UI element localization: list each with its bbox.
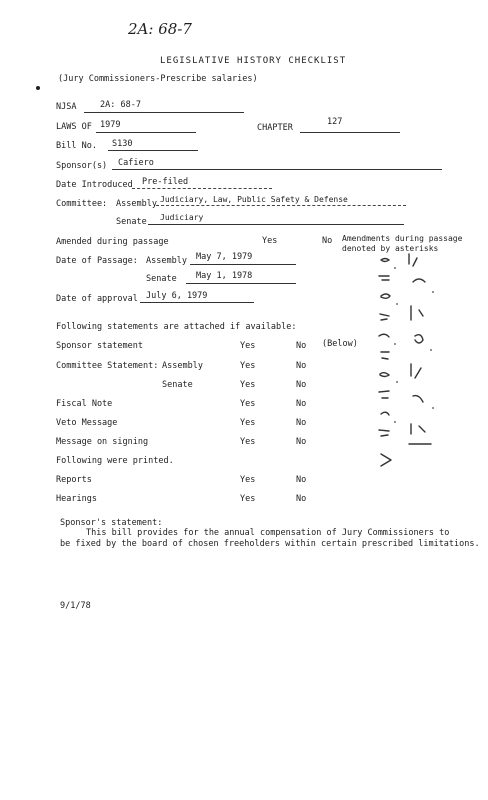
amended-no: No xyxy=(322,236,333,246)
printed-yes: Yes xyxy=(240,475,256,485)
page-title: LEGISLATIVE HISTORY CHECKLIST xyxy=(160,56,347,66)
passage-senate-value: May 1, 1978 xyxy=(196,271,253,281)
amendments-note: Amendments during passage denoted by asterisks xyxy=(342,234,463,253)
following-printed: Following were printed. xyxy=(56,456,174,466)
statement-yes: Yes xyxy=(240,399,256,409)
passage-senate-label: Senate xyxy=(146,274,177,284)
date-introduced-value: Pre-filed xyxy=(142,177,189,187)
statement-sub-label: Assembly xyxy=(162,361,203,371)
statement-no: No xyxy=(296,380,307,390)
sponsor-statement-heading: Sponsor's statement: xyxy=(60,518,163,528)
bill-no-label: Bill No. xyxy=(56,141,97,151)
committee-assembly-underline xyxy=(156,205,406,206)
njsa-label: NJSA xyxy=(56,102,77,112)
bill-no-underline xyxy=(108,150,198,151)
passage-assembly-underline xyxy=(190,264,296,265)
committee-assembly-value: Judiciary, Law, Public Safety & Defense xyxy=(160,195,348,204)
handwritten-doc-number: 2A: 68-7 xyxy=(128,20,192,38)
statement-yes: Yes xyxy=(240,361,256,371)
printed-no: No xyxy=(296,494,307,504)
sponsor-underline xyxy=(112,169,442,170)
sponsor-value: Cafiero xyxy=(118,158,154,168)
statement-yes: Yes xyxy=(240,341,256,351)
statement-no: No xyxy=(296,418,307,428)
statement-label: Message on signing xyxy=(56,437,149,447)
sponsor-label: Sponsor(s) xyxy=(56,161,108,171)
chapter-underline xyxy=(300,132,400,133)
njsa-value: 2A: 68-7 xyxy=(100,100,141,110)
approval-underline xyxy=(140,302,254,303)
statement-no: No xyxy=(296,361,307,371)
amended-yes: Yes xyxy=(262,236,278,246)
date-introduced-label: Date Introduced xyxy=(56,180,133,190)
printed-label: Hearings xyxy=(56,494,97,504)
following-attached: Following statements are attached if available: xyxy=(56,322,297,332)
statement-yes: Yes xyxy=(240,380,256,390)
approval-label: Date of approval xyxy=(56,294,138,304)
passage-label: Date of Passage: xyxy=(56,256,138,266)
sponsor-statement-line: be fixed by the board of chosen freeholders within certain prescribed limitations. xyxy=(60,539,480,549)
statement-label: Committee Statement: xyxy=(56,361,159,371)
passage-senate-underline xyxy=(186,283,296,284)
committee-senate-underline xyxy=(148,224,404,225)
laws-of-value: 1979 xyxy=(100,120,121,130)
statement-note: (Below) xyxy=(322,339,358,349)
passage-assembly-label: Assembly xyxy=(146,256,187,266)
subtitle: (Jury Commissioners-Prescribe salaries) xyxy=(58,74,258,84)
statement-no: No xyxy=(296,341,307,351)
statement-yes: Yes xyxy=(240,418,256,428)
printed-yes: Yes xyxy=(240,494,256,504)
footer-date: 9/1/78 xyxy=(60,601,91,611)
committee-senate-value: Judiciary xyxy=(160,213,204,222)
sponsor-statement-line: This bill provides for the annual compensation of Jury Commissioners to xyxy=(86,528,450,538)
statement-sub-label: Senate xyxy=(162,380,193,390)
laws-of-underline xyxy=(96,132,196,133)
statement-no: No xyxy=(296,437,307,447)
statement-label: Fiscal Note xyxy=(56,399,113,409)
printed-no: No xyxy=(296,475,307,485)
statement-yes: Yes xyxy=(240,437,256,447)
statement-no: No xyxy=(296,399,307,409)
committee-senate-label: Senate xyxy=(116,217,147,227)
passage-assembly-value: May 7, 1979 xyxy=(196,252,253,262)
date-introduced-underline xyxy=(132,188,272,189)
committee-assembly-label: Assembly xyxy=(116,199,157,209)
bill-no-value: S130 xyxy=(112,139,133,149)
chapter-label: CHAPTER xyxy=(257,123,293,133)
chapter-value: 127 xyxy=(327,117,343,127)
scan-artifact-strip xyxy=(373,240,443,480)
printed-label: Reports xyxy=(56,475,92,485)
statement-label: Sponsor statement xyxy=(56,341,143,351)
statement-label: Veto Message xyxy=(56,418,118,428)
bullet-mark xyxy=(36,86,40,90)
amended-label: Amended during passage xyxy=(56,237,169,247)
njsa-underline xyxy=(84,112,244,113)
approval-value: July 6, 1979 xyxy=(146,291,208,301)
laws-of-label: LAWS OF xyxy=(56,122,92,132)
committee-label: Committee: xyxy=(56,199,108,209)
